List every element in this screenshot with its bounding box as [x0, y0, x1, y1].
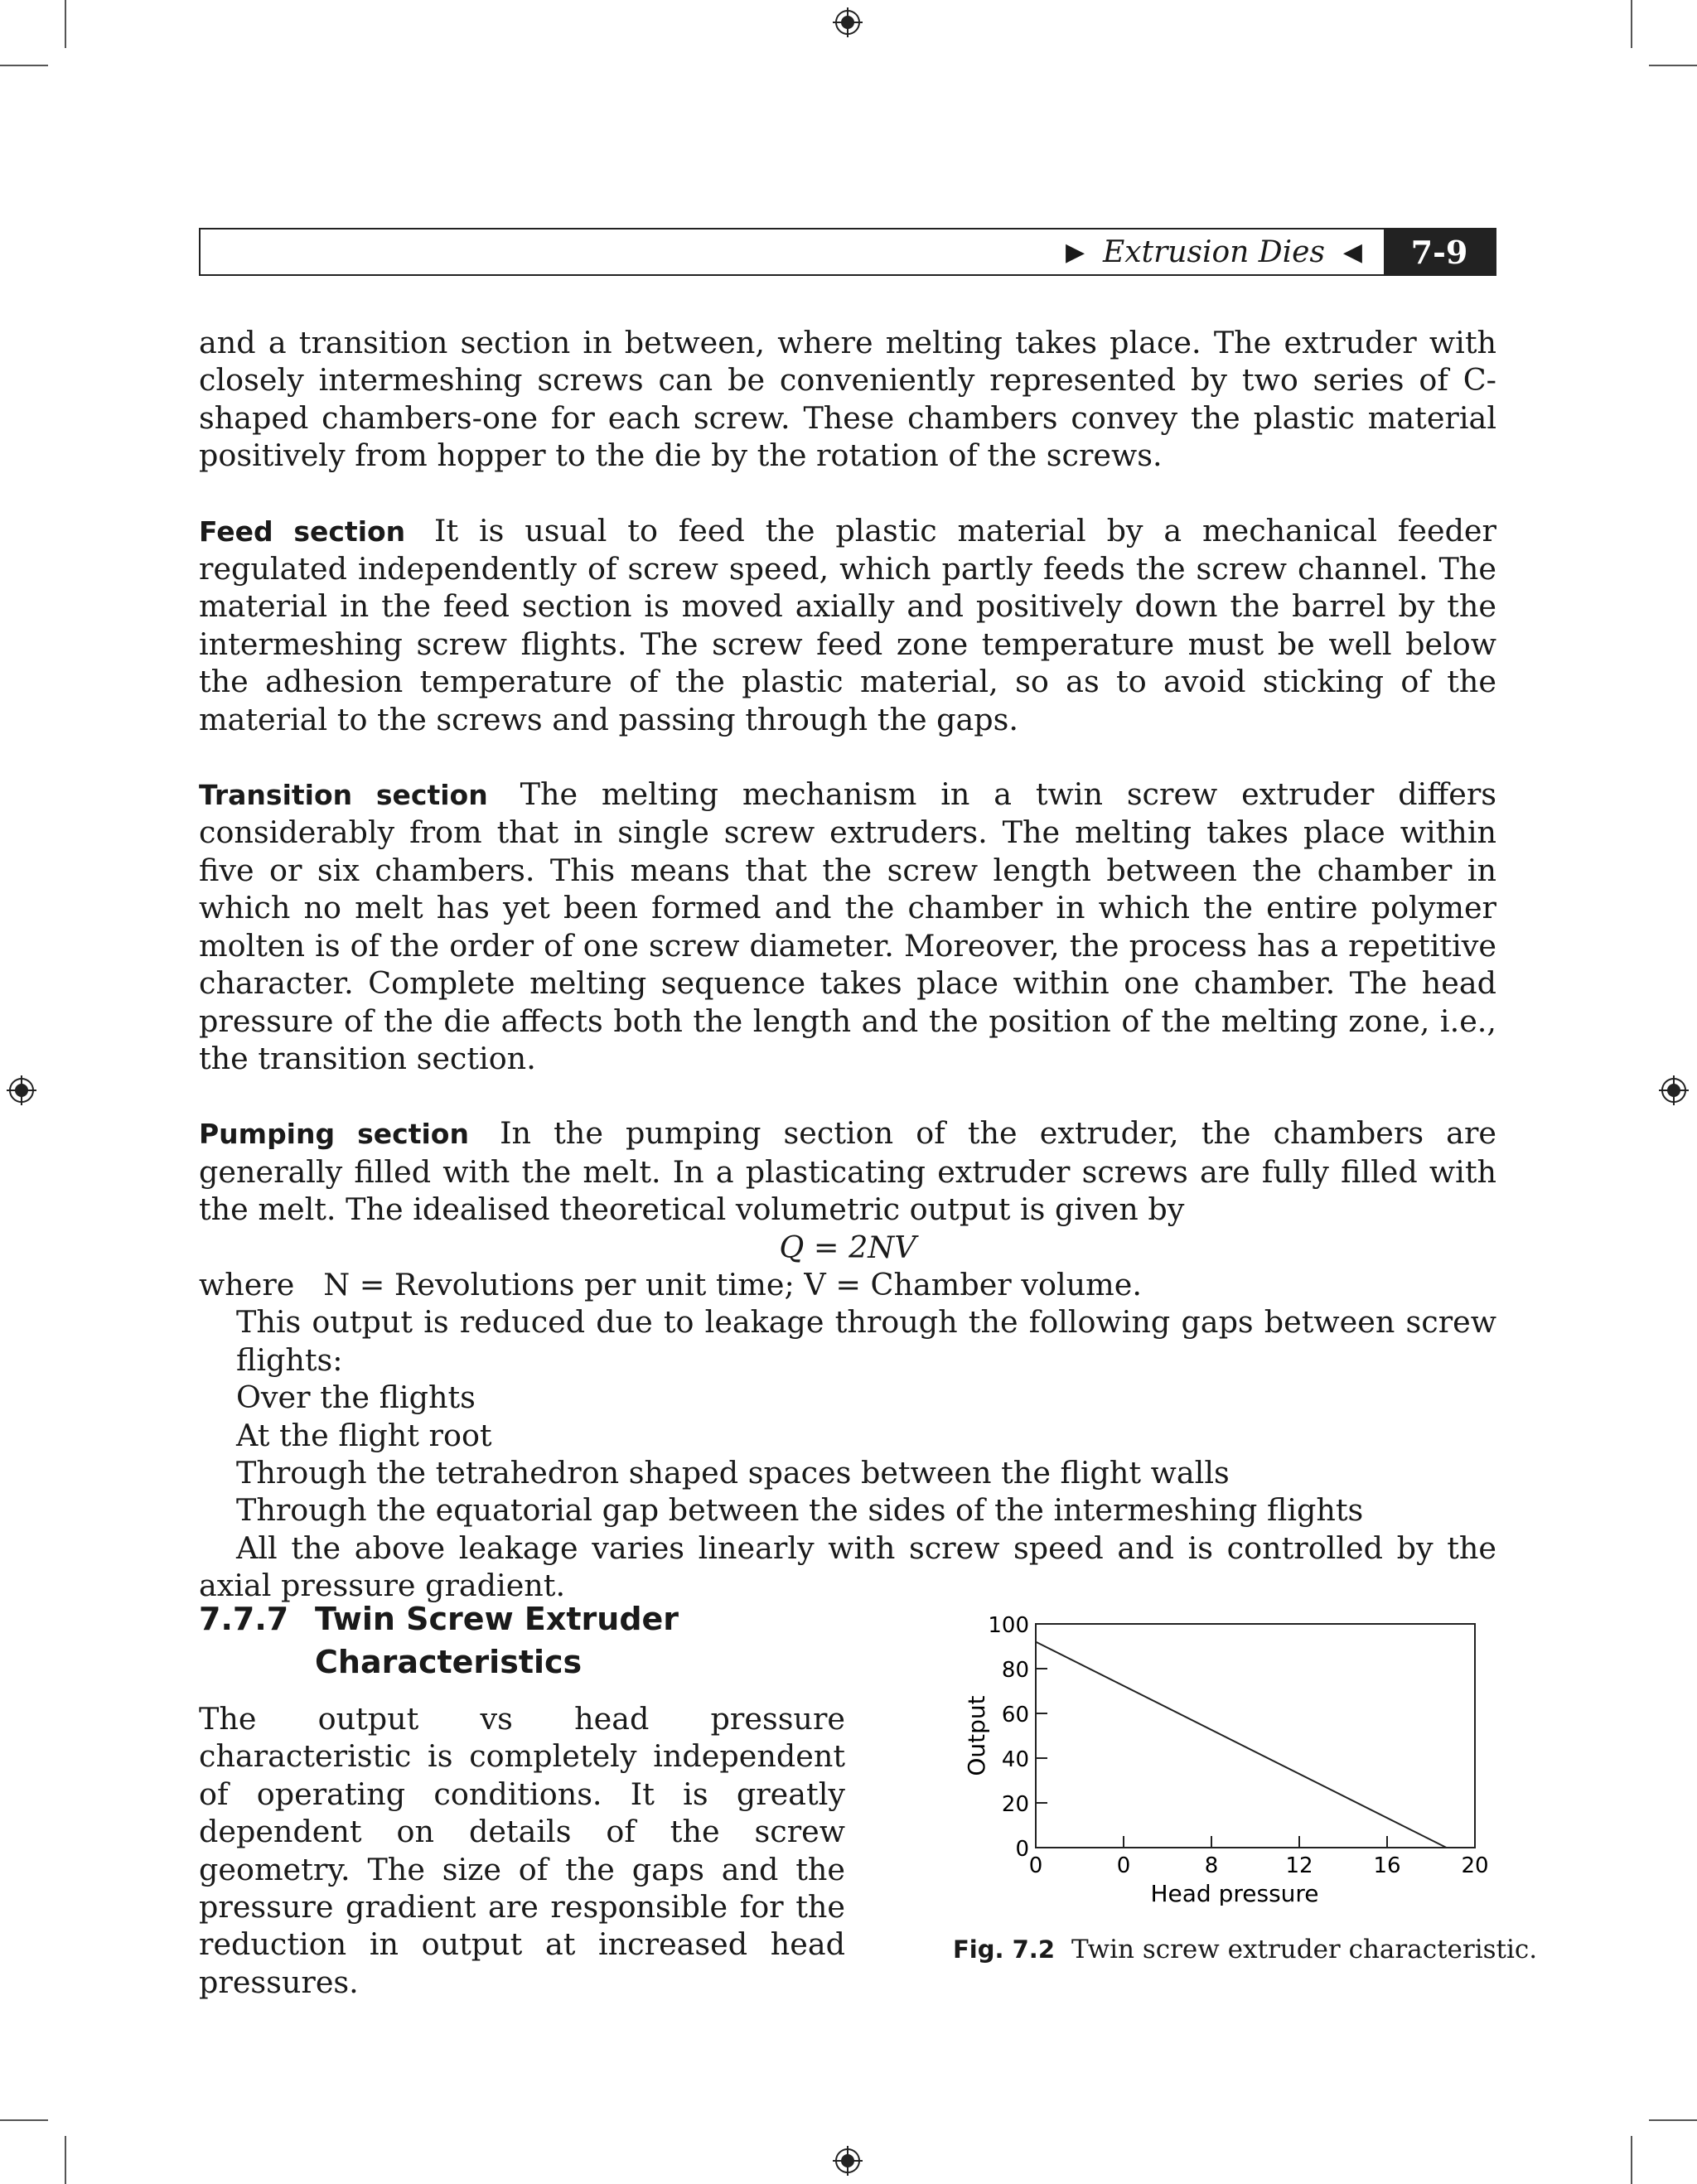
pumping-section-text: In the pumping section of the extruder, the chambers are generally filled with the melt. In a plasticating extruder screws are fully filled with the melt. The idealised theoretical volumetric output is given by: [199, 1115, 1496, 1228]
section-number: 7.7.7: [199, 1601, 289, 1637]
section-title-line1: Twin Screw Extruder: [315, 1601, 679, 1637]
pumping-section-paragraph: [199, 1114, 1496, 1228]
leakage-item: Through the tetrahedron shaped spaces between the flight walls: [236, 1454, 1230, 1491]
pumping-section-label: Pumping section: [199, 1118, 469, 1151]
figure-caption-text: Twin screw extruder characteristic.: [1071, 1935, 1538, 1964]
y-axis-label: Output: [963, 1695, 990, 1776]
feed-section-paragraph: [199, 512, 1496, 738]
crop-mark: [1649, 65, 1697, 66]
crop-mark: [65, 2136, 66, 2184]
running-title-group: [1066, 230, 1362, 274]
crop-mark: [1631, 2136, 1632, 2184]
variable-definitions: where N = Revolutions per unit time; V = Chamber volume.: [199, 1266, 1142, 1302]
plot-frame: [1036, 1624, 1475, 1848]
y-tick-label: 0: [1015, 1837, 1029, 1862]
transition-section-paragraph: [199, 776, 1496, 1077]
running-header: [199, 228, 1496, 276]
registration-mark-icon: [833, 2146, 863, 2176]
leakage-item: Through the equatorial gap between the sides of the intermeshing flights: [236, 1492, 1364, 1529]
crop-mark: [65, 0, 66, 48]
figure-caption: [953, 1935, 1537, 1964]
transition-section-label: Transition section: [199, 779, 488, 812]
crop-mark: [0, 2119, 48, 2121]
x-tick-label: 20: [1461, 1853, 1489, 1878]
feed-section-text: It is usual to feed the plastic material by a mechanical feeder regulated independently of screw speed, which partly feeds the screw channel. The material in the feed section is moved axially and positively down the barrel by the intermeshing screw flights. The screw feed zone temperature must be well below the adhesion temperature of the plastic material, so as to avoid sticking of the material to the screws and passing through the gaps.: [199, 512, 1496, 737]
y-tick-label: 100: [988, 1613, 1029, 1638]
registration-mark-icon: [1659, 1075, 1689, 1105]
left-triangle-icon: ◀: [1342, 237, 1362, 267]
right-triangle-icon: ▶: [1065, 237, 1085, 267]
figure-chart: [945, 1607, 1500, 1906]
section-heading: [199, 1597, 679, 1684]
y-tick-label: 80: [1001, 1658, 1029, 1683]
series-line: [1036, 1642, 1447, 1848]
leakage-item: At the flight root: [236, 1417, 492, 1453]
y-tick-label: 20: [1001, 1792, 1029, 1817]
page-number: 7-9: [1384, 230, 1495, 274]
section-title-line2: Characteristics: [315, 1644, 583, 1680]
leakage-summary: All the above leakage varies linearly with screw speed and is controlled by the axial pressure gradient.: [199, 1529, 1496, 1604]
main-text: [199, 324, 1496, 1605]
output-vs-head-pressure-chart: [945, 1607, 1500, 1906]
crop-mark: [0, 65, 48, 66]
leakage-item: Over the flights: [236, 1379, 476, 1416]
x-axis-label: Head pressure: [1150, 1880, 1319, 1906]
leakage-intro: This output is reduced due to leakage through the following gaps between screw flights:: [236, 1304, 1496, 1378]
registration-mark-icon: [833, 7, 863, 37]
y-tick-label: 40: [1001, 1747, 1029, 1772]
crop-mark: [1631, 0, 1632, 48]
x-tick-label: 0: [1116, 1853, 1131, 1878]
transition-section-text: The melting mechanism in a twin screw extruder differs considerably from that in single screw extruders. The melting takes place within five or six chambers. This means that the screw length between the chamber in which no melt has yet been formed and the chamber in which the entire polymer molten is of the order of one screw diameter. Moreover, the process has a repetitive character. Complete melting sequence takes place within one chamber. The head pressure of the die affects both the length and the position of the melting zone, i.e., the transition section.: [199, 776, 1496, 1076]
running-title: Extrusion Dies: [1103, 234, 1325, 269]
section-paragraph: The output vs head pressure characteristic is completely independent of operating conditions. It is greatly dependent on details of the screw geometry. The size of the gaps and the pressure gradient are responsible for the reduction in output at increased head pressures.: [199, 1701, 845, 2000]
feed-section-label: Feed section: [199, 515, 406, 548]
registration-mark-icon: [7, 1075, 36, 1105]
x-tick-label: 8: [1204, 1853, 1219, 1878]
y-tick-label: 60: [1001, 1703, 1029, 1727]
output-equation: Q = 2NV: [779, 1229, 916, 1265]
x-tick-label: 0: [1028, 1853, 1043, 1878]
intro-paragraph: and a transition section in between, where melting takes place. The extruder with closely intermeshing screws can be conveniently represented by two series of C-shaped chambers-one for each screw. These chambers convey the plastic material positively from hopper to the die by the rotation of the screws.: [199, 325, 1496, 474]
crop-mark: [1649, 2119, 1697, 2121]
figure-label: Fig. 7.2: [953, 1935, 1055, 1964]
x-tick-label: 12: [1285, 1853, 1313, 1878]
x-tick-label: 16: [1373, 1853, 1401, 1878]
